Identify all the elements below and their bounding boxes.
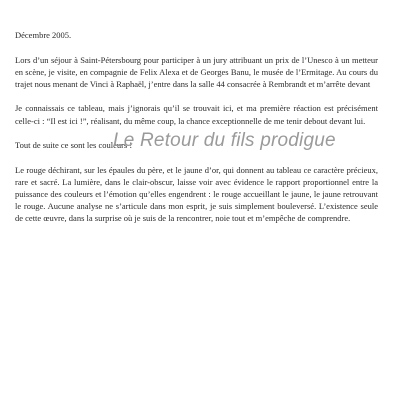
date-line: Décembre 2005. — [15, 30, 72, 40]
paragraph-1: Lors d’un séjour à Saint-Pétersbourg pour participer à un jury attribuant un prix de l’Unesco à un metteur en scène, je visite, en compagnie de Felix Alexa et de Georges Banu, le musée de l’Ermitage. Au cours du trajet nous menant de Vinci à Raphaël, j’entre dans la salle 44 consacrée à Rembrandt et m’arrête devant — [15, 54, 378, 89]
paragraph-3: Tout de suite ce sont les couleurs ! — [15, 140, 133, 151]
paragraph-4: Le rouge déchirant, sur les épaules du père, et le jaune d’or, qui donnent au tableau ce caractère précieux, rare et sacré. La lumière, dans le clair-obscur, laisse voir avec évidence le rapport proportionnel entre la puissance des couleurs et l’émotion qu’elles engendrent : le rouge accueillant le jaune, le jaune retrouvant le rouge. Aucune analyse ne s’articule dans mon esprit, je suis simplement bouleversé. L’existence seule de cette œuvre, dans la surprise où je suis de la rencontrer, noie tout et m’empêche de comprendre. — [15, 164, 378, 224]
painting-title: Le Retour du fils prodigue — [113, 130, 336, 151]
paragraph-2: Je connaissais ce tableau, mais j’ignorais qu’il se trouvait ici, et ma première réaction est précisément celle-ci : “Il est ici !”, réalisant, du même coup, la chance exceptionnelle de me tenir debout devant lui. — [15, 103, 378, 126]
